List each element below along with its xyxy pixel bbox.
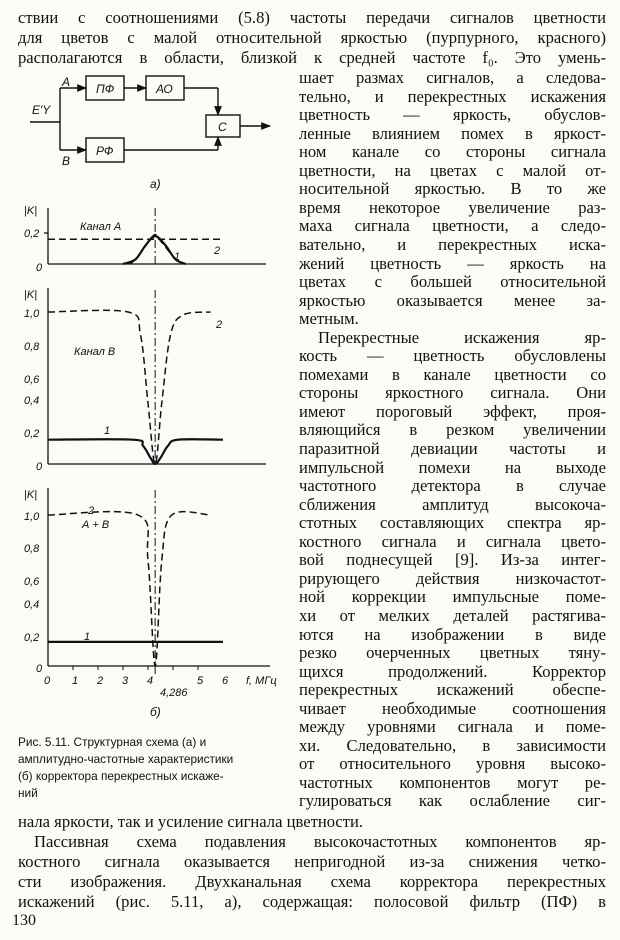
pf-label: ПФ bbox=[96, 82, 115, 96]
panel2-axes bbox=[48, 288, 266, 464]
text-line: для цветов с малой относительной яркостью (пурпурного, красного) bbox=[18, 28, 606, 47]
panel2-tick-label: 0 bbox=[36, 461, 43, 473]
panel2-curve1-label: 1 bbox=[104, 425, 111, 437]
panel2-tick-label: 1,0 bbox=[24, 308, 40, 320]
text-line: паразитной девиации частоты и bbox=[299, 439, 606, 458]
figure-svg bbox=[18, 68, 298, 728]
panel3-tick-label: 0,8 bbox=[24, 543, 40, 555]
panel3-tick-label: 0,2 bbox=[24, 632, 40, 644]
plot-b-label: б) bbox=[150, 705, 161, 719]
panel2-tick-label: 0,8 bbox=[24, 341, 40, 353]
text-line: ются на изображении в виде bbox=[299, 624, 606, 644]
text-line: носительной яркостью. В то же bbox=[299, 179, 606, 199]
panel2-series-curve1 bbox=[48, 439, 223, 464]
panel3-tick-label: 0,4 bbox=[24, 599, 40, 611]
text-line: цветности, на цветах с малой от- bbox=[299, 160, 606, 180]
text-line: время некоторое увеличение раз- bbox=[299, 197, 606, 217]
text-line: вляющийся в резком увеличении bbox=[299, 420, 606, 440]
panel3-y-label: |K| bbox=[24, 489, 38, 501]
text-line: щихся продолжений. Корректор bbox=[299, 661, 606, 681]
page-number: 130 bbox=[12, 912, 36, 929]
panel2-tick-label: 0,4 bbox=[24, 395, 40, 407]
text-line: импульсной помехи на выходе bbox=[299, 457, 606, 477]
text-line: цветах с большей относительной bbox=[299, 272, 606, 292]
panel1-zero-label: 0 bbox=[36, 262, 43, 274]
caption-line: ний bbox=[18, 786, 38, 800]
panel2-title: Канал В bbox=[74, 346, 116, 358]
text-line: ном канале со стороны сигнала bbox=[299, 142, 606, 162]
panel1-curve1-label: 1 bbox=[174, 251, 181, 263]
text-line: стотных составляющих спектра яр- bbox=[299, 513, 606, 533]
plot-curves bbox=[48, 208, 223, 676]
x-tick-label: 4 bbox=[147, 675, 154, 687]
text-line: располагаются в области, близкой к средней частоте f₀. Это умень- bbox=[18, 48, 606, 67]
text-line: Перекрестные искажения яр- bbox=[318, 327, 606, 347]
panel3-tick-label: 1,0 bbox=[24, 511, 40, 523]
panel1-y-label: |K| bbox=[24, 205, 38, 217]
panel3-tick-label: 0 bbox=[36, 663, 43, 675]
text-line: искажений (рис. 5.11, а), содержащая: полосовой фильтр (ПФ) в bbox=[18, 892, 606, 911]
panel2-tick-label: 0,2 bbox=[24, 428, 40, 440]
text-line: гулироваться как ослабление сиг- bbox=[299, 791, 606, 811]
ao-label: АО bbox=[156, 82, 173, 96]
text-line: шает размах сигналов, а следова- bbox=[299, 68, 606, 87]
panel3-curve1-label: 1 bbox=[84, 631, 91, 643]
text-line: метным. bbox=[299, 309, 359, 329]
text-line: хи от мелких деталей растягива- bbox=[299, 605, 606, 625]
text-line: кость — цветность обусловлены bbox=[299, 346, 606, 366]
x-tick-label: 5 bbox=[197, 675, 204, 687]
text-line: чивает необходимые соотношения bbox=[299, 698, 606, 718]
branch-a-label: A bbox=[62, 75, 71, 89]
text-line: ной коррекции импульсные поме- bbox=[299, 587, 606, 607]
panel2-series-curve2 bbox=[48, 310, 211, 464]
text-line: хи. Следовательно, в зависимости bbox=[299, 735, 606, 755]
text-line: яркостью оказывается менее за- bbox=[299, 290, 606, 310]
text-line: резко очерченных цветных тяну- bbox=[299, 643, 606, 663]
x-unit-label: f, МГц bbox=[246, 675, 277, 687]
x-tick-label: 2 bbox=[97, 675, 104, 687]
figure-caption bbox=[18, 734, 280, 802]
text-line: нала яркости, так и усиление сигнала цветности. bbox=[18, 812, 364, 831]
panel3-title: А + В bbox=[82, 519, 110, 531]
text-line: вательно, и перекрестных иска- bbox=[299, 234, 606, 254]
caption-line: (б) корректора перекрестных искаже- bbox=[18, 769, 224, 783]
text-line: частотных компонентов могут ре- bbox=[299, 772, 606, 792]
panel3-axes bbox=[48, 488, 270, 666]
text-line: тельно, и перекрестных искажения bbox=[299, 86, 606, 106]
center-freq-label: 4,286 bbox=[160, 687, 188, 699]
x-tick-label: 0 bbox=[44, 675, 51, 687]
caption-line: амплитудно-частотные характеристики bbox=[18, 752, 234, 766]
panel3-tick-label: 0,6 bbox=[24, 576, 40, 588]
text-line: между уровнями сигнала и поме- bbox=[299, 717, 606, 737]
text-line: костного сигнала и сигнала цвето- bbox=[299, 531, 606, 551]
figure-5-11 bbox=[18, 68, 298, 728]
caption-line: Рис. 5.11. Структурная схема (а) и bbox=[18, 735, 207, 749]
diagram-a-label: а) bbox=[150, 177, 161, 191]
text-line: сти изображения. Двухканальная схема корректора перекрестных bbox=[18, 872, 606, 891]
text-line: от относительного уровня высоко- bbox=[299, 754, 606, 774]
branch-b-label: B bbox=[62, 154, 71, 168]
text-line: рирующего действия низкочастот- bbox=[299, 568, 606, 588]
text-line: ствии с соотношениями (5.8) частоты передачи сигналов цветности bbox=[18, 8, 606, 27]
text-line: вой поднесущей [9]. Из-за интег- bbox=[299, 550, 606, 570]
x-tick-label: 6 bbox=[222, 675, 229, 687]
text-line: помехами в канале цветности со bbox=[299, 364, 606, 384]
text-line: Пассивная схема подавления высокочастотных компонентов яр- bbox=[34, 832, 606, 851]
c-label: С bbox=[218, 120, 227, 134]
panel1-title: Канал А bbox=[80, 221, 122, 233]
x-tick-label: 1 bbox=[72, 675, 79, 687]
x-tick-label: 3 bbox=[122, 675, 129, 687]
panel2-tick-label: 0,6 bbox=[24, 374, 40, 386]
panel3-curve2-label: 2 bbox=[88, 505, 95, 517]
text-line: перекрестных искажений обеспе- bbox=[299, 680, 606, 700]
rf-label: РФ bbox=[96, 144, 114, 158]
text-line: маха сигнала цветности, а следо- bbox=[299, 216, 606, 236]
text-line: имеют пороговый эффект, проя- bbox=[299, 401, 606, 421]
input-label: E′Y bbox=[32, 103, 51, 117]
text-line: жений цветность — яркость на bbox=[299, 253, 606, 273]
text-line: сближения амплитуд высокоча- bbox=[299, 494, 606, 514]
text-line: костного сигнала оказывается непригодной из-за снижения четко- bbox=[18, 852, 606, 871]
text-line: стороны яркостного сигнала. Они bbox=[299, 383, 606, 403]
panel2-y-label: |K| bbox=[24, 289, 38, 301]
panel1-curve2-label: 2 bbox=[214, 245, 221, 257]
text-line: ленные влиянием помех в яркост- bbox=[299, 123, 606, 143]
panel1-tick-label: 0,2 bbox=[24, 228, 40, 240]
text-line: цветность — яркость, обуслов- bbox=[299, 105, 606, 125]
text-line: частотного детектора в случае bbox=[299, 476, 606, 496]
panel2-curve2-label: 2 bbox=[216, 319, 223, 331]
